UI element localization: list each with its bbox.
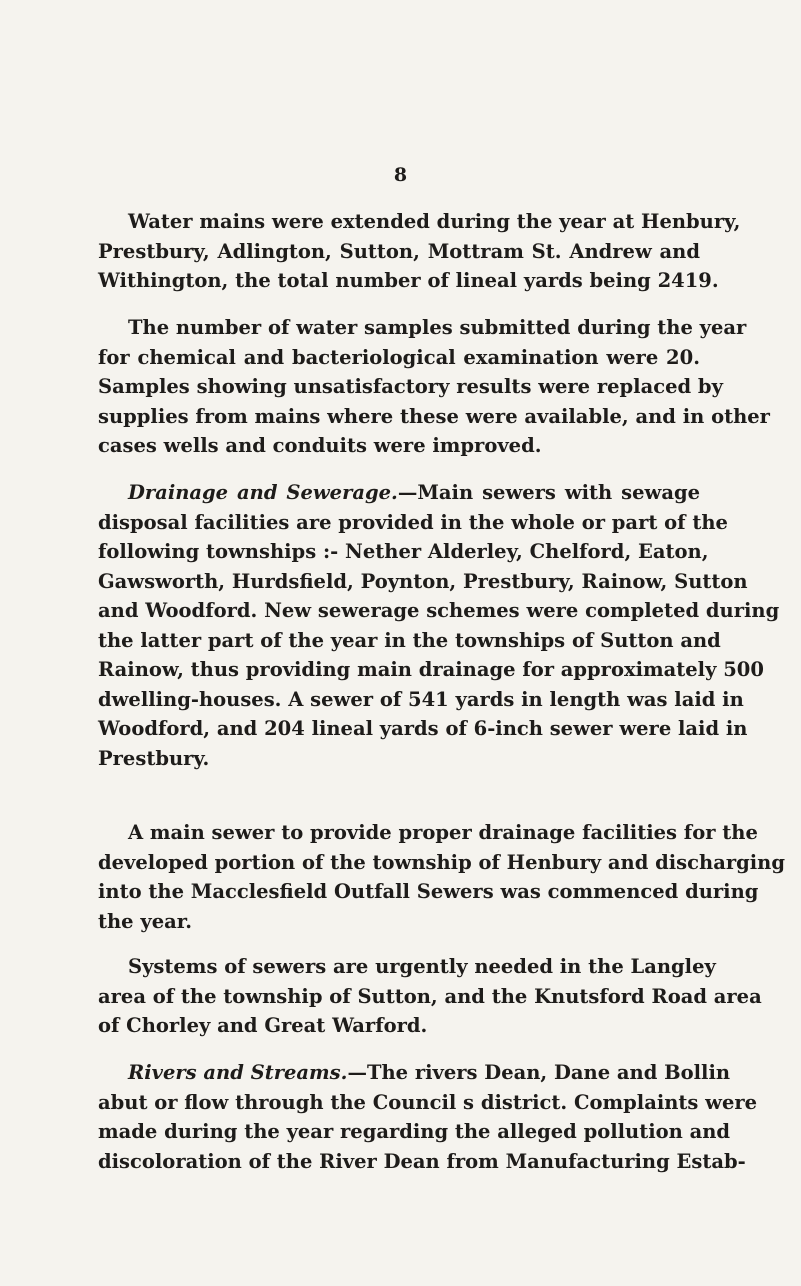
- text-line: Samples showing unsatisfactory results were replaced by: [98, 375, 723, 398]
- text-line: cases wells and conduits were improved.: [98, 434, 542, 457]
- text-line: disposal facilities are provided in the whole or part of the: [98, 510, 728, 534]
- paragraph-systems-of-sewers: [98, 952, 762, 1041]
- text-line: developed portion of the township of Henbury and discharging: [98, 850, 785, 874]
- text-line: The number of water samples submitted during the year: [128, 316, 747, 339]
- text-line: Systems of sewers are urgently needed in the Langley: [128, 955, 716, 978]
- text-line: dwelling-houses. A sewer of 541 yards in length was laid in: [98, 687, 744, 711]
- paragraph-water-mains: [98, 207, 741, 296]
- text-line: Prestbury, Adlington, Sutton, Mottram St. Andrew and: [98, 239, 700, 263]
- text-line: Gawsworth, Hurdsfield, Poynton, Prestbury, Rainow, Sutton: [98, 569, 748, 593]
- text-line: the year.: [98, 909, 193, 933]
- section-heading-drainage: Drainage and Sewerage.: [128, 481, 398, 504]
- text-line: Prestbury.: [98, 746, 210, 770]
- text-line: Woodford, and 204 lineal yards of 6-inch sewer were laid in: [98, 717, 748, 740]
- text-line: for chemical and bacteriological examination were 20.: [98, 345, 700, 369]
- paragraph-drainage-sewerage: [98, 478, 780, 773]
- text-line: abut or flow through the Council s district. Complaints were: [98, 1090, 758, 1114]
- text-line: Withington, the total number of lineal yards being 2419.: [98, 269, 719, 292]
- text-run: —The rivers Dean, Dane and Bollin: [347, 1061, 731, 1084]
- text-line: [98, 478, 700, 508]
- text-line: of Chorley and Great Warford.: [98, 1014, 428, 1037]
- paragraph-water-samples: [98, 313, 770, 461]
- text-line: into the Macclesfield Outfall Sewers was commenced during: [98, 880, 759, 903]
- page-number: 8: [393, 164, 408, 186]
- text-line: discoloration of the River Dean from Manufacturing Estab-: [98, 1149, 746, 1173]
- text-line: following townships :- Nether Alderley, Chelford, Eaton,: [98, 540, 709, 563]
- text-line: and Woodford. New sewerage schemes were completed during: [98, 599, 780, 622]
- text-run: —Main sewers with sewage: [397, 481, 700, 504]
- text-line: A main sewer to provide proper drainage facilities for the: [128, 821, 758, 844]
- section-heading-rivers: Rivers and Streams.: [128, 1061, 348, 1084]
- text-line: made during the year regarding the alleged pollution and: [98, 1120, 731, 1143]
- text-line: area of the township of Sutton, and the Knutsford Road area: [98, 984, 762, 1008]
- text-line: the latter part of the year in the townships of Sutton and: [98, 628, 721, 652]
- text-line: Rainow, thus providing main drainage for approximately 500: [98, 658, 764, 681]
- text-line: [98, 1058, 731, 1088]
- text-line: Water mains were extended during the year at Henbury,: [128, 210, 741, 233]
- text-line: supplies from mains where these were available, and in other: [98, 404, 770, 428]
- paragraph-main-sewer: [98, 818, 785, 936]
- paragraph-rivers-streams: [98, 1058, 758, 1176]
